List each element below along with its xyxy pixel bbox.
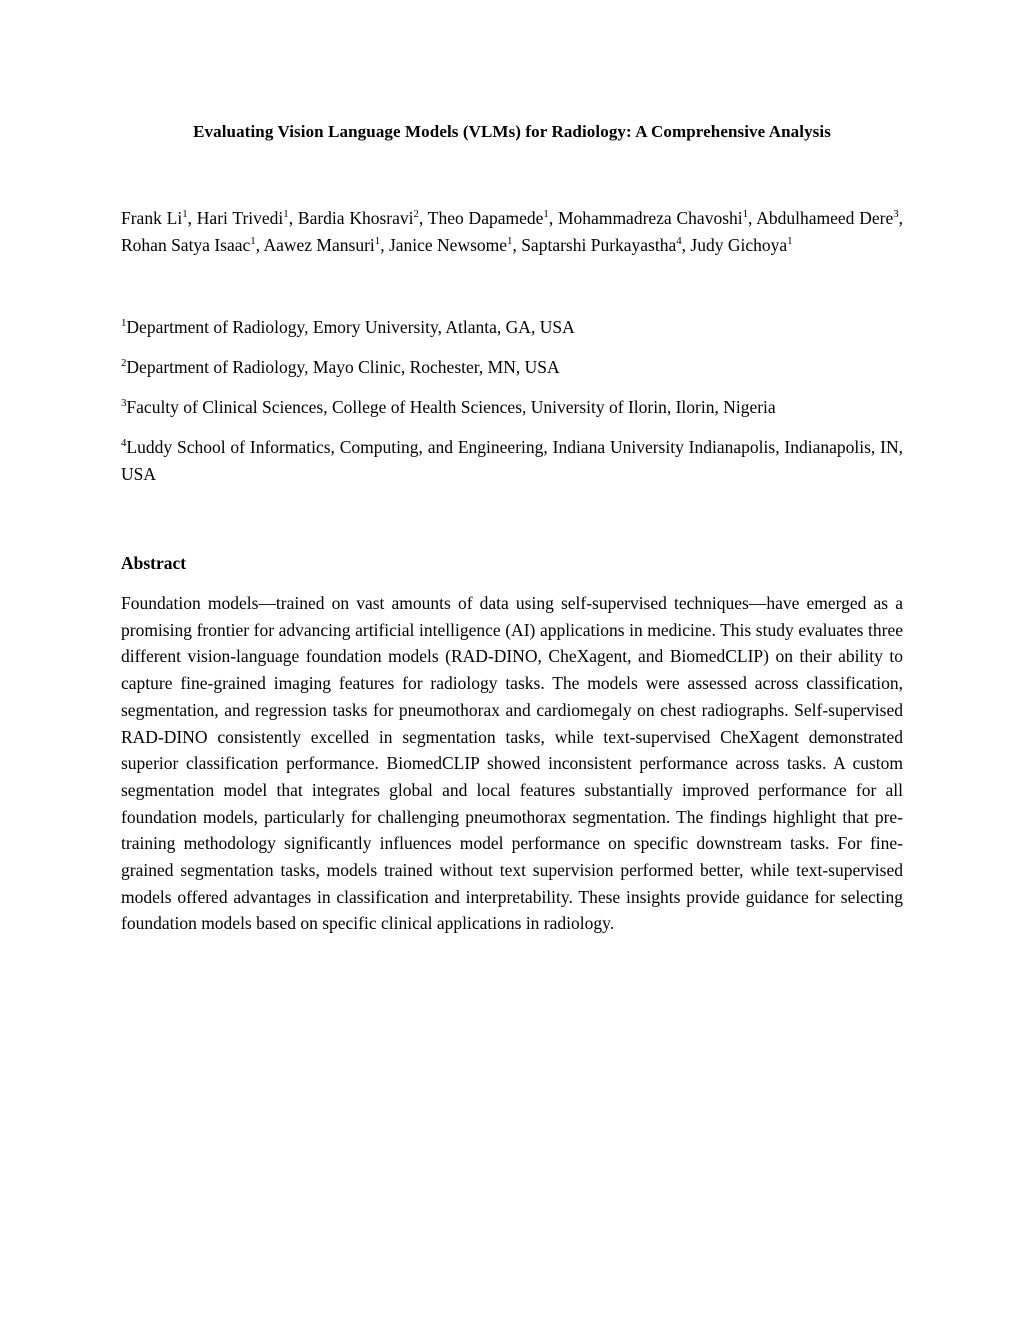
abstract-body: Foundation models—trained on vast amounts of data using self-supervised techniques—have emerged as a promising frontier for advancing artificial intelligence (AI) applications in medicine. This study evaluates three different vision-language foundation models (RAD-DINO, CheXagent, and BiomedCLIP) on their ability to capture fine-grained imaging features for radiology tasks. The models were assessed across classification, segmentation, and regression tasks for pneumothorax and cardiomegaly on chest radiographs. Self-supervised RAD-DINO consistently excelled in segmentation tasks, while text-supervised CheXagent demonstrated superior classification performance. BiomedCLIP showed inconsistent performance across tasks. A custom segmentation model that integrates global and local features substantially improved performance for all foundation models, particularly for challenging pneumothorax segmentation. The findings highlight that pre-training methodology significantly influences model performance on specific downstream tasks. For fine-grained segmentation tasks, models trained without text supervision performed better, while text-supervised models offered advantages in classification and interpretability. These insights provide guidance for selecting foundation models based on specific clinical applications in radiology. <box>121 593 903 934</box>
affiliation-item: $^3$Faculty of Clinical Sciences, College of Health Sciences, University of Ilorin, Ilorin, Nigeria <box>121 397 776 417</box>
author-affiliation-marker: 1 <box>742 208 749 221</box>
author-affiliation-marker: 2 <box>413 208 419 221</box>
paper-title: Evaluating Vision Language Models (VLMs) for Radiology: A Comprehensive Analysis <box>193 122 831 141</box>
author-affiliation-marker: 1 <box>507 235 513 248</box>
affiliation-marker: 3 <box>121 397 127 410</box>
author-affiliation-marker: 1 <box>543 208 549 221</box>
affiliation-marker: 4 <box>121 437 127 450</box>
affiliation-list <box>121 314 903 488</box>
author-affiliation-marker: 1 <box>250 235 256 248</box>
affiliation-item: $^1$Department of Radiology, Emory University, Atlanta, GA, USA <box>121 317 575 337</box>
affiliation-item: $^2$Department of Radiology, Mayo Clinic, Rochester, MN, USA <box>121 357 560 377</box>
affiliation-marker: 2 <box>121 357 127 370</box>
abstract-heading: Abstract <box>121 553 187 573</box>
author-affiliation-marker: 1 <box>787 235 793 248</box>
affiliation-marker: 1 <box>121 317 127 330</box>
author-affiliation-marker: 1 <box>182 208 188 221</box>
affiliation-item: $^4$Luddy School of Informatics, Computing, and Engineering, Indiana University Indianapolis, Indianapolis, IN, USA <box>121 437 903 484</box>
author-list: Frank Li$^1$, Hari Trivedi$^1$, Bardia Khosravi$^2$, Theo Dapamede$^1$, Mohammadreza Chavoshi$^1$, Abdulhameed Dere$^3$, Rohan Satya Isaac$^1$, Aawez Mansuri$^1$, Janice Newsome$^1$, Saptarshi Purkayastha$^4$, Judy Gichoya$^1$ <box>121 208 904 255</box>
author-affiliation-marker: 1 <box>374 235 381 248</box>
author-affiliation-marker: 4 <box>676 235 682 248</box>
author-affiliation-marker: 3 <box>893 208 899 221</box>
author-affiliation-marker: 1 <box>283 208 289 221</box>
